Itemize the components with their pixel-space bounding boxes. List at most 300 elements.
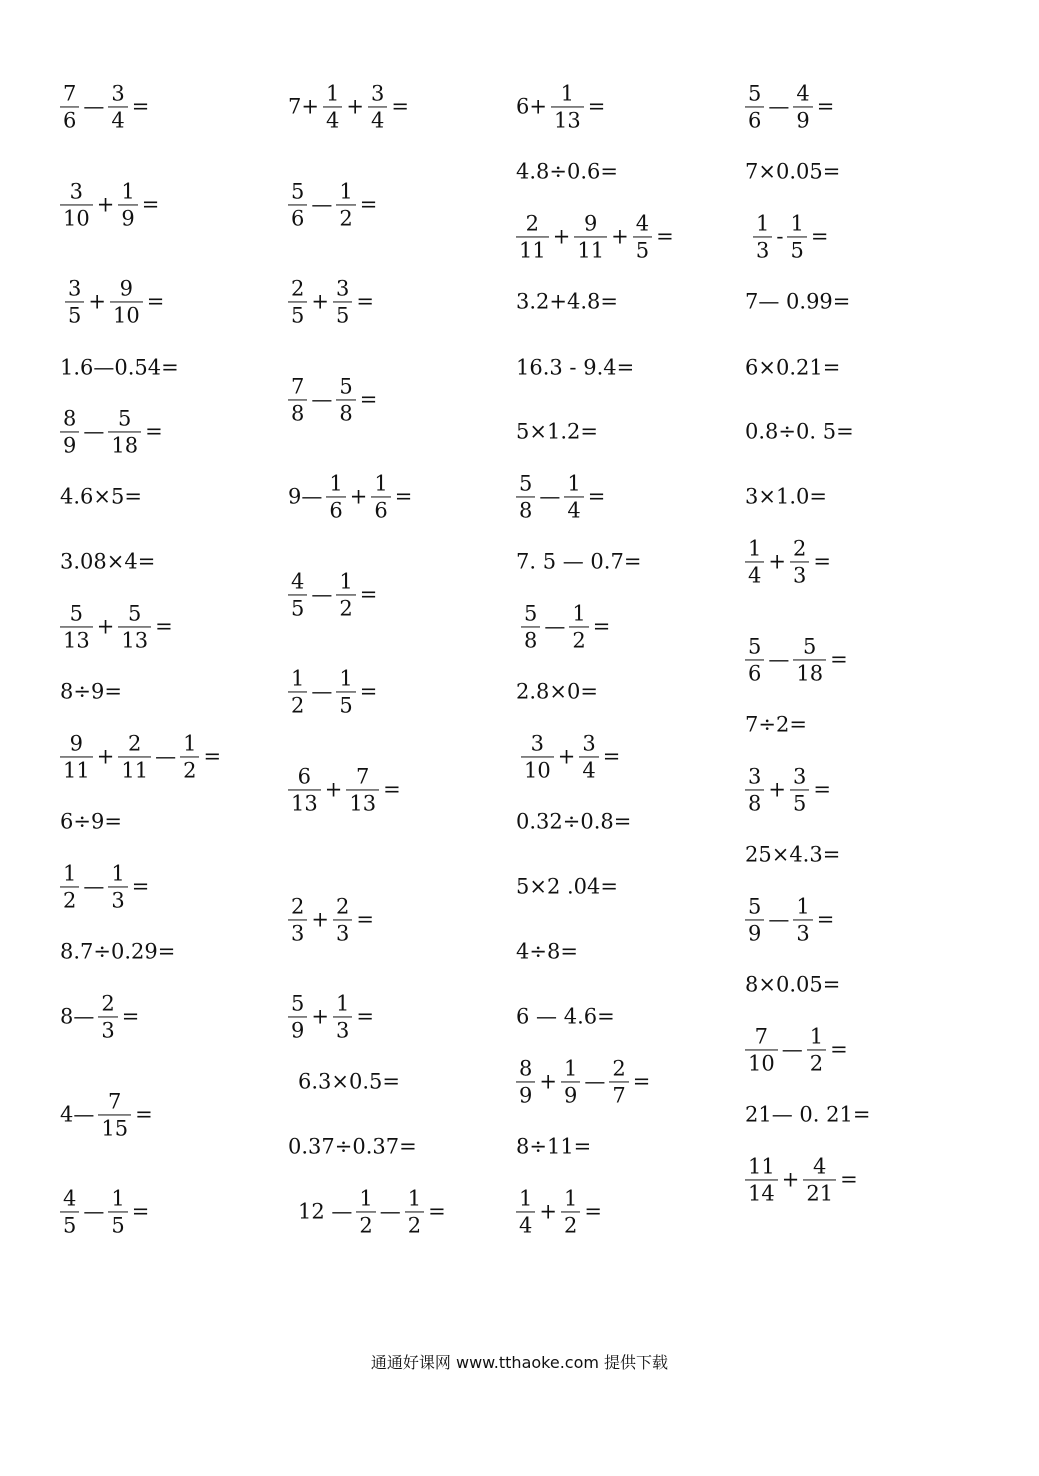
fraction-numerator: 4	[291, 569, 305, 594]
fraction	[551, 82, 584, 131]
math-problem	[514, 289, 620, 314]
math-problem	[58, 407, 165, 456]
fraction	[787, 212, 806, 261]
fraction-denominator: 5	[333, 302, 352, 327]
expression-text: 7×0.05=	[745, 159, 841, 184]
fraction-denominator: 6	[288, 205, 307, 230]
fraction-numerator: 1	[121, 179, 135, 204]
fraction-denominator: 5	[790, 790, 809, 815]
expression-text: +	[539, 1199, 557, 1224]
expression-text: =	[359, 387, 378, 412]
fraction-denominator: 8	[516, 497, 535, 522]
fraction	[60, 862, 79, 911]
fraction-denominator: 6	[326, 497, 345, 522]
math-problem	[743, 635, 850, 684]
fraction	[516, 472, 535, 521]
fraction	[521, 732, 554, 781]
fraction	[288, 277, 307, 326]
math-problem	[743, 289, 852, 314]
expression-text: =	[816, 94, 835, 119]
expression-text: +	[349, 484, 368, 509]
fraction-numerator: 1	[63, 861, 77, 886]
math-problem	[286, 472, 414, 521]
math-problem	[743, 972, 842, 997]
expression-text: =	[359, 582, 378, 607]
fraction-numerator: 1	[335, 991, 350, 1016]
expression-text: =	[584, 1199, 602, 1224]
math-problem	[286, 992, 376, 1041]
fraction-numerator: 1	[748, 536, 762, 561]
fraction	[288, 992, 307, 1041]
fraction	[609, 1057, 628, 1106]
expression-text: 3.08×4=	[60, 549, 156, 574]
math-problem	[286, 895, 376, 944]
fraction	[288, 375, 307, 424]
expression-text: —	[584, 1069, 606, 1094]
expression-text: 3×1.0=	[745, 484, 827, 509]
fraction-denominator: 4	[108, 107, 127, 132]
fraction-denominator: 6	[60, 107, 79, 132]
fraction-numerator: 5	[339, 374, 353, 399]
fraction-denominator: 11	[118, 757, 151, 782]
math-problem	[514, 355, 636, 380]
fraction-numerator: 2	[291, 276, 305, 301]
fraction-denominator: 9	[60, 432, 79, 457]
fraction-denominator: 11	[60, 757, 93, 782]
expression-text: —	[311, 192, 333, 217]
math-problem	[286, 180, 379, 229]
fraction-numerator: 7	[356, 764, 370, 789]
fraction-numerator: 11	[748, 1154, 775, 1179]
expression-text: +	[96, 192, 115, 217]
math-problem	[743, 537, 833, 586]
fraction	[108, 1187, 127, 1236]
fraction-numerator: 1	[339, 666, 353, 691]
fraction-numerator: 1	[339, 569, 353, 594]
fraction	[60, 602, 93, 651]
fraction-denominator: 2	[336, 205, 355, 230]
fraction-numerator: 8	[63, 406, 77, 431]
fraction-denominator: 5	[60, 1212, 79, 1237]
fraction-denominator: 8	[521, 627, 540, 652]
fraction	[521, 602, 540, 651]
fraction-denominator: 4	[368, 107, 387, 132]
fraction	[288, 570, 307, 619]
fraction-numerator: 9	[584, 211, 598, 236]
fraction-numerator: 5	[118, 406, 132, 431]
expression-text: 6÷9=	[60, 809, 122, 834]
expression-text: —	[155, 744, 177, 769]
fraction-denominator: 3	[333, 1017, 352, 1042]
fraction-numerator: 4	[635, 211, 650, 236]
expression-text: =	[428, 1199, 446, 1224]
fraction-denominator: 3	[108, 887, 127, 912]
fraction	[745, 765, 764, 814]
fraction-denominator: 3	[288, 920, 307, 945]
expression-text: =	[632, 1069, 651, 1094]
fraction-denominator: 10	[745, 1050, 778, 1075]
expression-text: -	[776, 224, 784, 249]
fraction	[753, 212, 772, 261]
math-problem	[58, 1090, 155, 1139]
math-problem	[514, 472, 607, 521]
math-problem	[58, 992, 141, 1041]
expression-text: +	[557, 744, 576, 769]
expression-text: —	[539, 484, 561, 509]
fraction-denominator: 4	[745, 562, 764, 587]
fraction-denominator: 13	[118, 627, 151, 652]
fraction-numerator: 1	[756, 211, 770, 236]
expression-text: 8÷11=	[516, 1134, 592, 1159]
expression-text: 5×1.2=	[516, 419, 598, 444]
fraction-denominator: 2	[356, 1212, 375, 1237]
math-problem	[514, 82, 607, 131]
math-problem	[743, 1102, 872, 1127]
expression-text: +	[88, 289, 106, 314]
fraction-numerator: 1	[111, 861, 125, 886]
fraction-numerator: 1	[809, 1024, 824, 1049]
math-problem	[514, 1187, 604, 1236]
fraction-numerator: 7	[108, 1089, 122, 1114]
fraction	[803, 1155, 836, 1204]
fraction-denominator: 9	[118, 205, 137, 230]
fraction	[346, 765, 379, 814]
math-problem	[743, 1155, 860, 1204]
fraction-numerator: 2	[792, 536, 807, 561]
expression-text: +	[311, 1004, 329, 1029]
expression-text: =	[203, 744, 222, 769]
math-problem	[519, 732, 622, 781]
math-problem	[743, 1025, 850, 1074]
expression-text: =	[813, 777, 831, 802]
math-problem	[58, 180, 161, 229]
fraction	[60, 180, 93, 229]
fraction-denominator: 11	[516, 237, 549, 262]
fraction-numerator: 3	[582, 731, 596, 756]
fraction-denominator: 11	[574, 237, 607, 262]
math-problem	[514, 1004, 617, 1029]
math-problem	[58, 355, 181, 380]
fraction-denominator: 3	[753, 237, 772, 262]
fraction-numerator: 1	[339, 179, 353, 204]
expression-text: 25×4.3=	[745, 842, 841, 867]
math-problem	[514, 159, 620, 184]
fraction	[336, 667, 355, 716]
fraction-numerator: 1	[560, 81, 575, 106]
expression-text: +	[96, 614, 115, 639]
expression-text: —	[83, 94, 105, 119]
fraction-numerator: 3	[68, 276, 82, 301]
fraction	[564, 472, 583, 521]
expression-text: =	[131, 1199, 150, 1224]
fraction	[108, 82, 127, 131]
math-problem	[296, 1069, 402, 1094]
fraction-numerator: 3	[792, 764, 807, 789]
fraction-denominator: 13	[551, 107, 584, 132]
fraction	[118, 180, 137, 229]
fraction-numerator: 2	[612, 1056, 626, 1081]
fraction-denominator: 15	[98, 1115, 131, 1140]
fraction-denominator: 9	[288, 1017, 307, 1042]
fraction-denominator: 2	[561, 1212, 580, 1237]
fraction-denominator: 14	[745, 1180, 778, 1205]
math-problem	[751, 212, 830, 261]
fraction-denominator: 5	[633, 237, 652, 262]
fraction	[561, 1057, 580, 1106]
fraction-numerator: 1	[563, 1056, 578, 1081]
fraction-denominator: 13	[60, 627, 93, 652]
expression-text: 8×0.05=	[745, 972, 841, 997]
fraction	[745, 1155, 778, 1204]
fraction-denominator: 2	[288, 692, 307, 717]
fraction	[98, 992, 117, 1041]
fraction	[118, 732, 151, 781]
expression-text: =	[131, 874, 150, 899]
expression-text: —	[311, 387, 333, 412]
fraction-numerator: 3	[748, 764, 762, 789]
math-problem	[743, 712, 809, 737]
expression-text: 5×2 .04=	[516, 874, 618, 899]
expression-text: 4—	[60, 1102, 95, 1127]
expression-text: +	[324, 777, 343, 802]
expression-text: =	[383, 777, 401, 802]
fraction	[633, 212, 652, 261]
expression-text: +	[539, 1069, 557, 1094]
expression-text: 8—	[60, 1004, 95, 1029]
fraction	[793, 82, 812, 131]
expression-text: =	[810, 224, 829, 249]
fraction-numerator: 3	[530, 731, 545, 756]
expression-text: 12 —	[298, 1199, 353, 1224]
expression-text: —	[768, 94, 790, 119]
fraction-numerator: 1	[329, 471, 343, 496]
math-problem	[58, 809, 124, 834]
math-problem	[743, 484, 829, 509]
fraction-numerator: 5	[524, 601, 538, 626]
expression-text: —	[781, 1037, 803, 1062]
math-problem	[286, 82, 411, 131]
fraction-denominator: 7	[609, 1082, 628, 1107]
expression-text: 7— 0.99=	[745, 289, 851, 314]
expression-text: =	[587, 484, 606, 509]
expression-text: =	[394, 484, 413, 509]
expression-text: =	[141, 192, 160, 217]
fraction-numerator: 5	[803, 634, 817, 659]
fraction	[333, 277, 352, 326]
expression-text: =	[356, 289, 374, 314]
fraction-numerator: 2	[525, 211, 540, 236]
expression-text: =	[391, 94, 409, 119]
expression-text: 7÷2=	[745, 712, 807, 737]
math-problem	[519, 602, 612, 651]
fraction	[108, 862, 127, 911]
fraction-denominator: 8	[288, 400, 307, 425]
math-problem	[63, 277, 166, 326]
expression-text: —	[768, 647, 790, 672]
fraction	[288, 765, 321, 814]
math-problem	[514, 1057, 652, 1106]
expression-text: +	[311, 907, 329, 932]
fraction-denominator: 3	[793, 920, 812, 945]
fraction	[579, 732, 598, 781]
fraction	[65, 277, 84, 326]
fraction-numerator: 3	[370, 81, 385, 106]
fraction-denominator: 18	[108, 432, 141, 457]
fraction-numerator: 1	[359, 1186, 373, 1211]
math-problem	[286, 765, 403, 814]
fraction	[336, 180, 355, 229]
math-problem	[743, 842, 842, 867]
fraction	[745, 635, 764, 684]
expression-text: +	[96, 744, 115, 769]
fraction-denominator: 9	[561, 1082, 580, 1107]
fraction-numerator: 3	[335, 276, 350, 301]
fraction-denominator: 4	[323, 107, 342, 132]
footer-credit: 通通好课网 www.tthaoke.com 提供下载	[370, 1353, 669, 1372]
math-problem	[58, 484, 144, 509]
expression-text: =	[587, 94, 606, 119]
fraction-denominator: 2	[405, 1212, 424, 1237]
fraction-numerator: 1	[111, 1186, 125, 1211]
fraction-denominator: 10	[110, 302, 143, 327]
fraction-denominator: 21	[803, 1180, 836, 1205]
math-problem	[514, 874, 620, 899]
fraction-numerator: 5	[291, 991, 305, 1016]
expression-text: +	[346, 94, 364, 119]
fraction-numerator: 9	[69, 731, 84, 756]
math-problem	[58, 1187, 151, 1236]
expression-text: 0.32÷0.8=	[516, 809, 632, 834]
expression-text: =	[145, 419, 163, 444]
fraction-denominator: 3	[333, 920, 352, 945]
fraction-denominator: 10	[60, 205, 93, 230]
fraction-numerator: 1	[567, 471, 581, 496]
fraction	[336, 375, 355, 424]
fraction	[793, 895, 812, 944]
expression-text: =	[830, 1037, 848, 1062]
fraction-denominator: 4	[516, 1212, 535, 1237]
fraction	[574, 212, 607, 261]
expression-text: 1.6—0.54=	[60, 355, 179, 380]
fraction-numerator: 2	[128, 731, 142, 756]
fraction-numerator: 7	[63, 81, 77, 106]
fraction-denominator: 9	[745, 920, 764, 945]
expression-text: —	[83, 874, 105, 899]
expression-text: —	[83, 1199, 105, 1224]
fraction-denominator: 6	[371, 497, 390, 522]
fraction	[807, 1025, 826, 1074]
expression-text: 4÷8=	[516, 939, 578, 964]
fraction-numerator: 5	[748, 894, 762, 919]
expression-text: =	[135, 1102, 153, 1127]
fraction-numerator: 7	[291, 374, 305, 399]
math-problem	[58, 862, 151, 911]
math-problem	[286, 570, 379, 619]
fraction	[288, 667, 307, 716]
fraction-numerator: 1	[374, 471, 388, 496]
expression-text: =	[155, 614, 173, 639]
fraction	[110, 277, 143, 326]
fraction	[516, 1057, 535, 1106]
fraction	[60, 407, 79, 456]
math-problem	[58, 82, 151, 131]
fraction	[180, 732, 199, 781]
fraction	[368, 82, 387, 131]
fraction	[333, 895, 352, 944]
fraction	[745, 82, 764, 131]
fraction	[371, 472, 390, 521]
expression-text: =	[816, 907, 835, 932]
fraction	[793, 635, 826, 684]
fraction	[60, 1187, 79, 1236]
fraction-numerator: 1	[183, 731, 197, 756]
fraction	[323, 82, 342, 131]
math-problem	[514, 549, 643, 574]
fraction-denominator: 4	[579, 757, 598, 782]
fraction-numerator: 1	[291, 666, 305, 691]
expression-text: —	[768, 907, 790, 932]
expression-text: 2.8×0=	[516, 679, 598, 704]
expression-text: =	[359, 679, 378, 704]
math-problem	[743, 355, 842, 380]
fraction	[333, 992, 352, 1041]
expression-text: 8.7÷0.29=	[60, 939, 176, 964]
expression-text: +	[311, 289, 329, 314]
fraction-denominator: 3	[98, 1017, 117, 1042]
math-problem	[514, 679, 600, 704]
fraction-denominator: 8	[336, 400, 355, 425]
fraction-denominator: 5	[336, 692, 355, 717]
fraction-numerator: 7	[754, 1024, 769, 1049]
expression-text: 21— 0. 21=	[745, 1102, 871, 1127]
fraction	[98, 1090, 131, 1139]
math-problem	[286, 375, 379, 424]
fraction-denominator: 18	[793, 660, 826, 685]
expression-text: =	[656, 224, 674, 249]
math-problem	[514, 809, 633, 834]
expression-text: =	[359, 192, 378, 217]
fraction-denominator: 6	[745, 660, 764, 685]
expression-text: =	[592, 614, 611, 639]
expression-text: +	[781, 1167, 800, 1192]
fraction-numerator: 5	[128, 601, 142, 626]
fraction-denominator: 4	[564, 497, 583, 522]
expression-text: 0.37÷0.37=	[288, 1134, 417, 1159]
fraction	[790, 765, 809, 814]
fraction-denominator: 2	[336, 595, 355, 620]
fraction-denominator: 5	[108, 1212, 127, 1237]
fraction-denominator: 5	[787, 237, 806, 262]
fraction-denominator: 2	[569, 627, 588, 652]
math-problem	[58, 732, 223, 781]
math-problem	[743, 765, 833, 814]
fraction	[745, 537, 764, 586]
expression-text: —	[311, 582, 333, 607]
fraction-numerator: 1	[790, 211, 804, 236]
math-problem	[514, 419, 600, 444]
fraction-numerator: 5	[748, 634, 762, 659]
expression-text: =	[602, 744, 621, 769]
expression-text: 6×0.21=	[745, 355, 841, 380]
fraction-denominator: 9	[793, 107, 812, 132]
fraction-numerator: 1	[519, 1186, 533, 1211]
expression-text: 4.6×5=	[60, 484, 142, 509]
fraction-numerator: 8	[519, 1056, 533, 1081]
fraction-numerator: 2	[101, 991, 115, 1016]
fraction	[569, 602, 588, 651]
fraction-numerator: 1	[325, 81, 340, 106]
expression-text: 7+	[288, 94, 319, 119]
